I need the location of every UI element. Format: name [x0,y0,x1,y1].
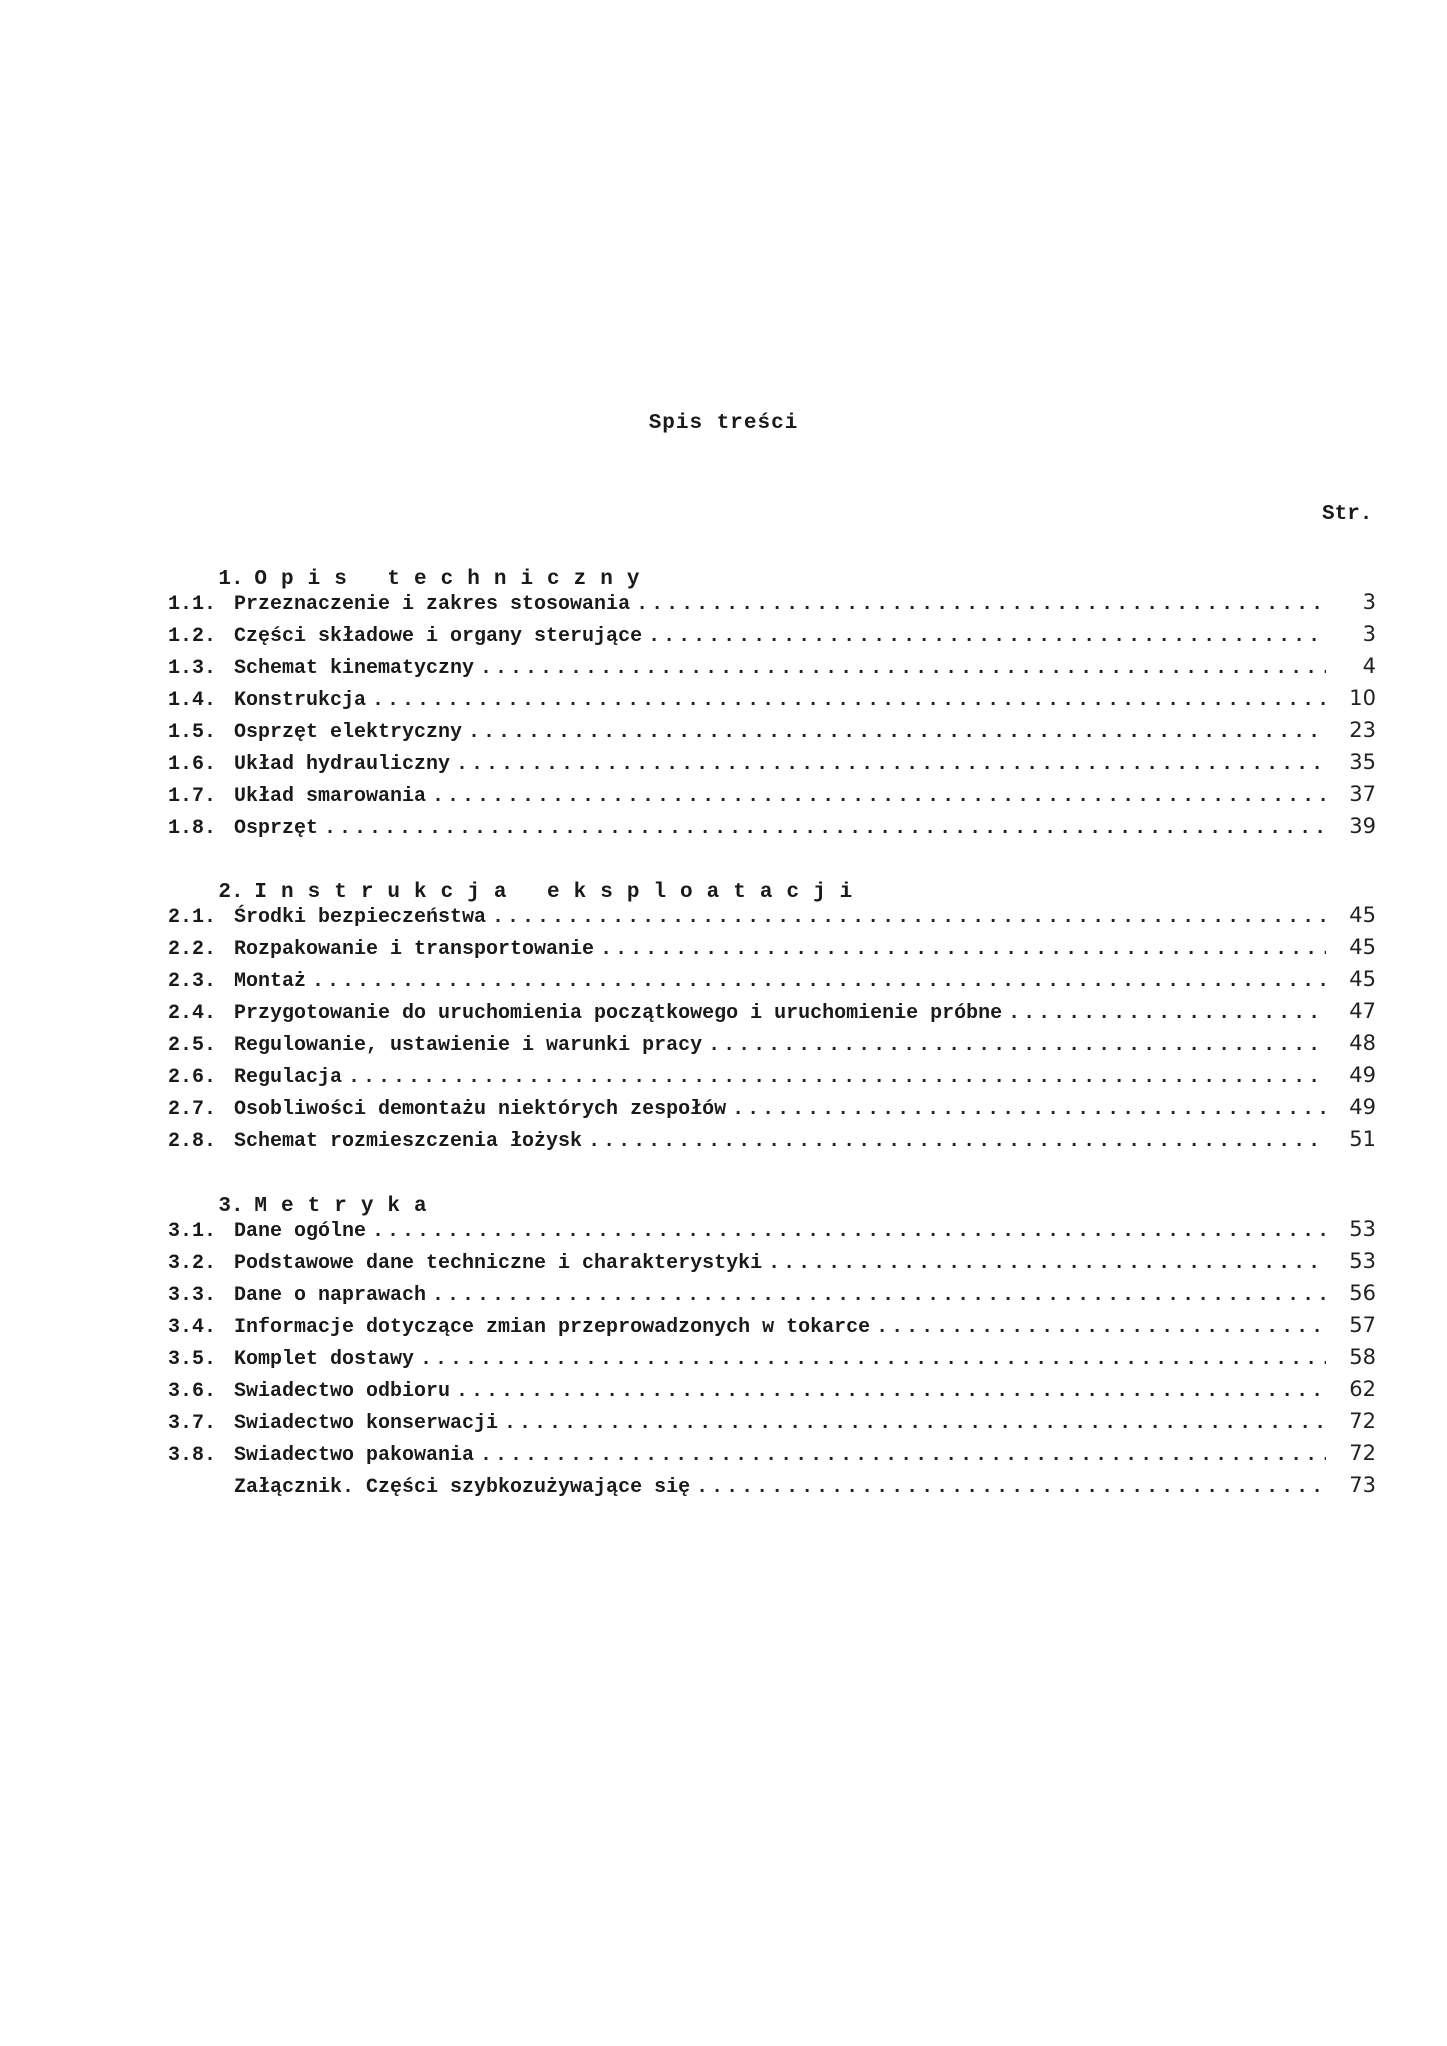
entry-number: 2.4. [168,1002,217,1025]
toc-entry[interactable] [168,686,1376,712]
leader-dots [492,906,1326,929]
entry-number: 1.3. [168,657,217,680]
entry-page: 58 [1349,1345,1376,1369]
leader-dots [1008,1002,1326,1025]
toc-entry[interactable] [168,1217,1376,1243]
toc-entry[interactable] [168,654,1376,680]
page-title: Spis treści [648,412,799,435]
entry-number: 2.3. [168,970,217,993]
toc-entry[interactable] [168,718,1376,744]
entry-page: 48 [1349,1031,1376,1055]
toc-entry[interactable] [168,1031,1376,1057]
entry-page: 57 [1349,1313,1376,1337]
entry-number: 1.1. [168,593,217,616]
entry-label: Przygotowanie do uruchomienia początkowego i uruchomienie próbne [234,1002,1003,1025]
entry-number: 3.6. [168,1380,217,1403]
entry-label: Informacje dotyczące zmian przeprowadzonych w tokarce [234,1316,871,1339]
toc-entry[interactable] [168,814,1376,840]
entry-label: Podstawowe dane techniczne i charakterystyki [234,1252,763,1275]
entry-label: Układ hydrauliczny [234,753,451,776]
entry-number: 3.5. [168,1348,217,1371]
section-number: 3. [218,1195,244,1218]
entry-page: 49 [1349,1095,1376,1119]
toc-entry[interactable] [168,1281,1376,1307]
entry-label: Schemat rozmieszczenia łożysk [234,1130,583,1153]
leader-dots [372,1220,1326,1243]
entry-label: Przeznaczenie i zakres stosowania [234,593,631,616]
leader-dots [372,689,1326,712]
toc-entry[interactable] [168,967,1376,993]
entry-number: 1.6. [168,753,217,776]
leader-dots [468,721,1326,744]
toc-entry[interactable] [168,622,1376,648]
entry-label: Części składowe i organy sterujące [234,625,643,648]
toc-entry[interactable] [168,1313,1376,1339]
entry-page: 4 [1362,654,1376,678]
entry-page: 53 [1349,1217,1376,1241]
entry-label: Środki bezpieczeństwa [234,906,487,929]
entry-number: 1.5. [168,721,217,744]
toc-entry[interactable] [168,1249,1376,1275]
toc-entry[interactable] [168,1063,1376,1089]
toc-entry[interactable] [168,1345,1376,1371]
entry-number: 2.7. [168,1098,217,1121]
entry-number: 3.1. [168,1220,217,1243]
entry-label: Schemat kinematyczny [234,657,475,680]
toc-entry[interactable] [168,1127,1376,1153]
entry-page: 35 [1349,750,1376,774]
entry-page: 45 [1349,935,1376,959]
entry-page: 49 [1349,1063,1376,1087]
leader-dots [708,1034,1326,1057]
entry-label: Swiadectwo odbioru [234,1380,451,1403]
entry-number: 2.1. [168,906,217,929]
entry-number: 3.4. [168,1316,217,1339]
toc-entry[interactable] [168,1441,1376,1467]
entry-label: Dane o naprawach [234,1284,427,1307]
entry-number: 1.2. [168,625,217,648]
section-number: 1. [218,568,244,591]
section-name: Opis techniczny [254,568,654,591]
section-name: Metryka [254,1195,441,1218]
toc-entry[interactable] [168,935,1376,961]
leader-dots [696,1476,1326,1499]
entry-page: 72 [1349,1441,1376,1465]
entry-page: 39 [1349,814,1376,838]
leader-dots [324,817,1326,840]
leader-dots [456,1380,1326,1403]
entry-label: Komplet dostawy [234,1348,415,1371]
section-name: Instrukcja eksploatacji [254,881,867,904]
entry-page: 3 [1362,622,1376,646]
entry-page: 47 [1349,999,1376,1023]
entry-label: Dane ogólne [234,1220,367,1243]
entry-number: 2.2. [168,938,217,961]
entry-label: Regulowanie, ustawienie i warunki pracy [234,1034,703,1057]
entry-number: 2.8. [168,1130,217,1153]
entry-label: Swiadectwo pakowania [234,1444,475,1467]
leader-dots [480,657,1326,680]
leader-dots [480,1444,1326,1467]
leader-dots [768,1252,1326,1275]
leader-dots [456,753,1326,776]
entry-label: Osobliwości demontażu niektórych zespołów [234,1098,727,1121]
section-number: 2. [218,881,244,904]
leader-dots [420,1348,1326,1371]
leader-dots [588,1130,1326,1153]
entry-page: 3 [1362,590,1376,614]
leader-dots [876,1316,1326,1339]
entry-number: 2.5. [168,1034,217,1057]
entry-page: 51 [1349,1127,1376,1151]
entry-label: Osprzęt elektryczny [234,721,463,744]
entry-number: 3.8. [168,1444,217,1467]
toc-entry[interactable] [168,750,1376,776]
leader-dots [648,625,1326,648]
entry-label: Osprzęt [234,817,319,840]
entry-page: 73 [1349,1473,1376,1497]
leader-dots [312,970,1326,993]
entry-page: 23 [1349,718,1376,742]
toc-entry[interactable] [168,1409,1376,1435]
toc-entry[interactable] [168,1377,1376,1403]
toc-entry[interactable] [168,999,1376,1025]
toc-entry[interactable] [168,1095,1376,1121]
page-column-label: Str. [1322,503,1373,526]
entry-number: 3.3. [168,1284,217,1307]
leader-dots [600,938,1326,961]
entry-page: 10 [1349,686,1376,710]
leader-dots [732,1098,1326,1121]
entry-label: Załącznik. Części szybkozużywające się [234,1476,691,1499]
entry-label: Regulacja [234,1066,343,1089]
entry-page: 45 [1349,967,1376,991]
entry-label: Rozpakowanie i transportowanie [234,938,595,961]
leader-dots [432,785,1326,808]
entry-label: Swiadectwo konserwacji [234,1412,499,1435]
entry-page: 72 [1349,1409,1376,1433]
entry-number: 3.7. [168,1412,217,1435]
toc-entry[interactable] [168,782,1376,808]
entry-number: 1.4. [168,689,217,712]
entry-number: 3.2. [168,1252,217,1275]
entry-page: 53 [1349,1249,1376,1273]
entry-page: 45 [1349,903,1376,927]
entry-number: 1.7. [168,785,217,808]
leader-dots [636,593,1326,616]
toc-entry-appendix[interactable] [168,1473,1376,1499]
entry-number: 2.6. [168,1066,217,1089]
entry-label: Konstrukcja [234,689,367,712]
toc-entry[interactable] [168,903,1376,929]
leader-dots [504,1412,1326,1435]
entry-page: 37 [1349,782,1376,806]
entry-page: 56 [1349,1281,1376,1305]
leader-dots [348,1066,1326,1089]
entry-number: 1.8. [168,817,217,840]
entry-page: 62 [1349,1377,1376,1401]
leader-dots [432,1284,1326,1307]
toc-entry[interactable] [168,590,1376,616]
entry-label: Układ smarowania [234,785,427,808]
entry-label: Montaż [234,970,307,993]
